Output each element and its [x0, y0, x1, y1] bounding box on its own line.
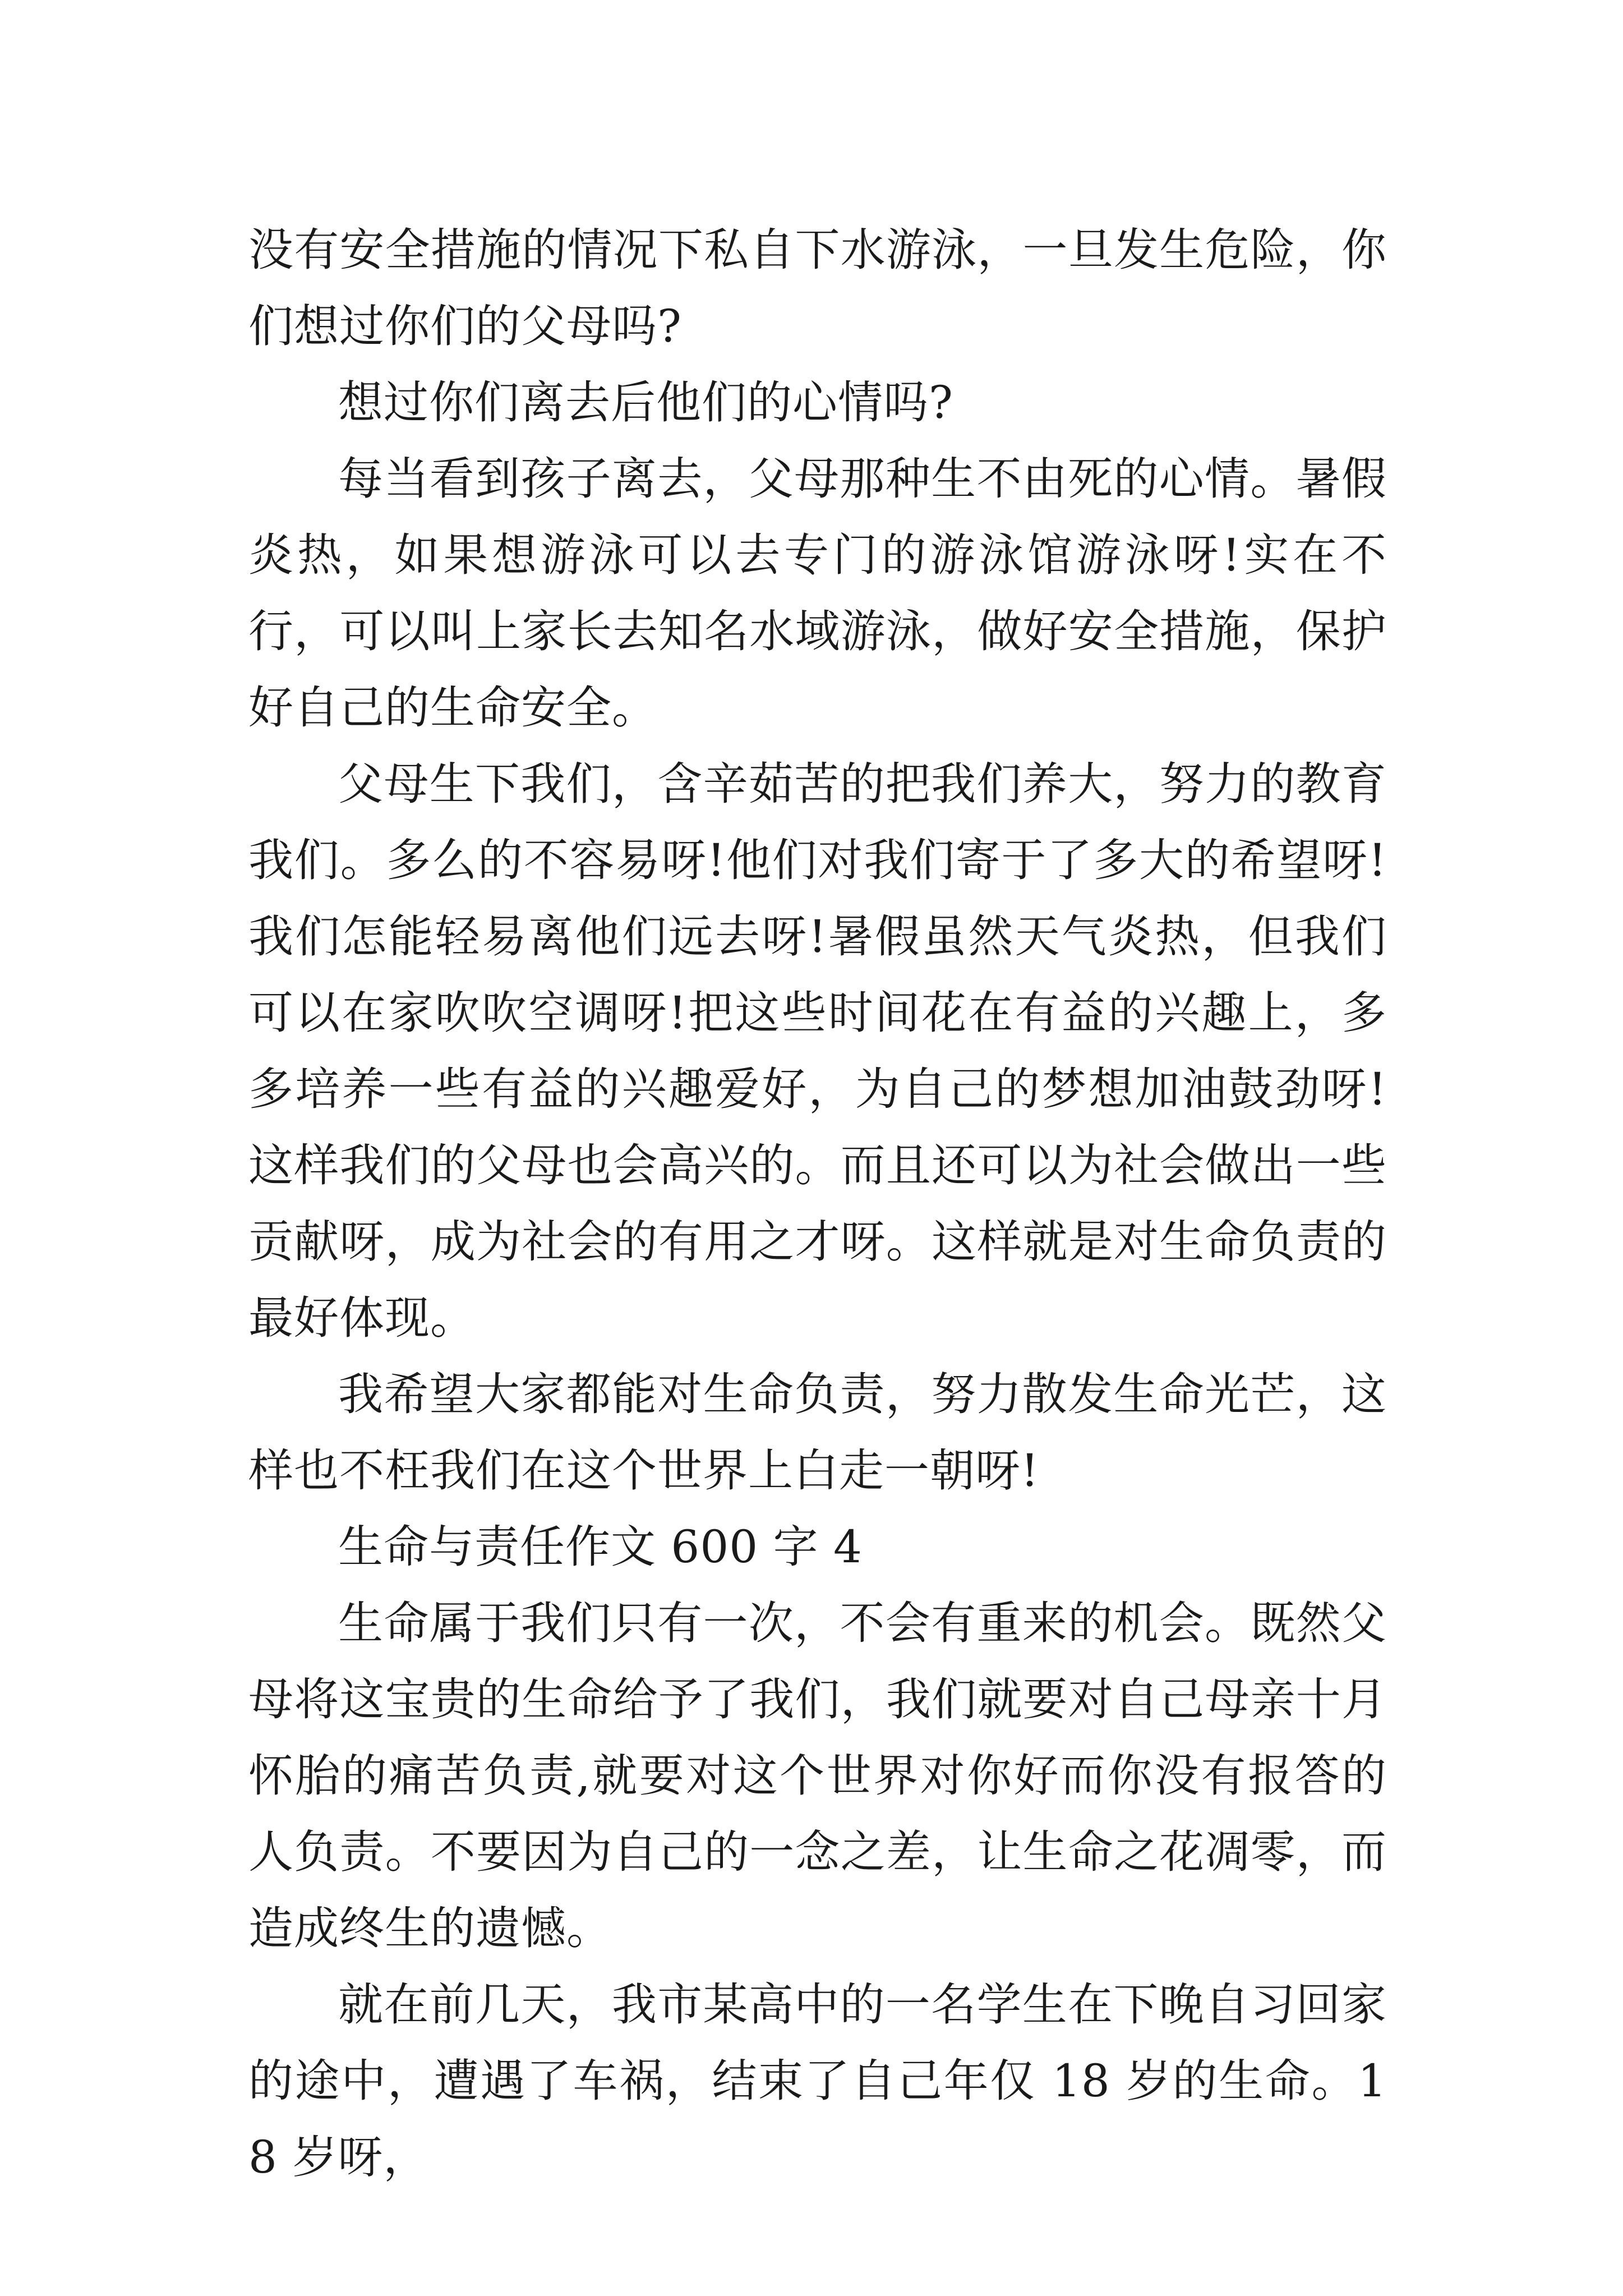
paragraph-question: 想过你们离去后他们的心情吗? — [338, 376, 953, 429]
paragraph-parents: 父母生下我们，含辛茹苦的把我们养大，努力的教育我们。多么的不容易呀!他们对我们寄于了多大的希望呀!我们怎能轻易离他们远去呀!暑假虽然天气炎热，但我们可以在家吹吹空调呀!把这些时间花在有益的兴趣上，多多培养一些有益的兴趣爱好，为自己的梦想加油鼓劲呀!这样我们的父母也会高兴的。而且还可以为社会做出一些贡献呀，成为社会的有用之才呀。这样就是对生命负责的最好体现。 — [248, 758, 1387, 1344]
paragraph-accident: 就在前几天，我市某高中的一名学生在下晚自习回家的途中，遭遇了车祸，结束了自己年仅 18 岁的生命。18 岁呀， — [248, 1978, 1387, 2183]
paragraph-hope: 我希望大家都能对生命负责，努力散发生命光芒，这样也不枉我们在这个世界上白走一朝呀! — [248, 1368, 1387, 1497]
paragraph-life-once: 生命属于我们只有一次，不会有重来的机会。既然父母将这宝贵的生命给予了我们，我们就要对自己母亲十月怀胎的痛苦负责,就要对这个世界对你好而你没有报答的人负责。不要因为自己的一念之差，让生命之花凋零，而造成终生的遗憾。 — [248, 1597, 1387, 1954]
paragraph-swimming-advice: 每当看到孩子离去，父母那种生不由死的心情。暑假炎热，如果想游泳可以去专门的游泳馆游泳呀!实在不行，可以叫上家长去知名水域游泳，做好安全措施，保护好自己的生命安全。 — [248, 453, 1387, 734]
document-body — [248, 212, 1387, 2196]
paragraph-continuation: 没有安全措施的情况下私自下水游泳，一旦发生危险，你们想过你们的父母吗? — [248, 224, 1387, 352]
section-heading: 生命与责任作文 600 字 4 — [338, 1521, 863, 1573]
